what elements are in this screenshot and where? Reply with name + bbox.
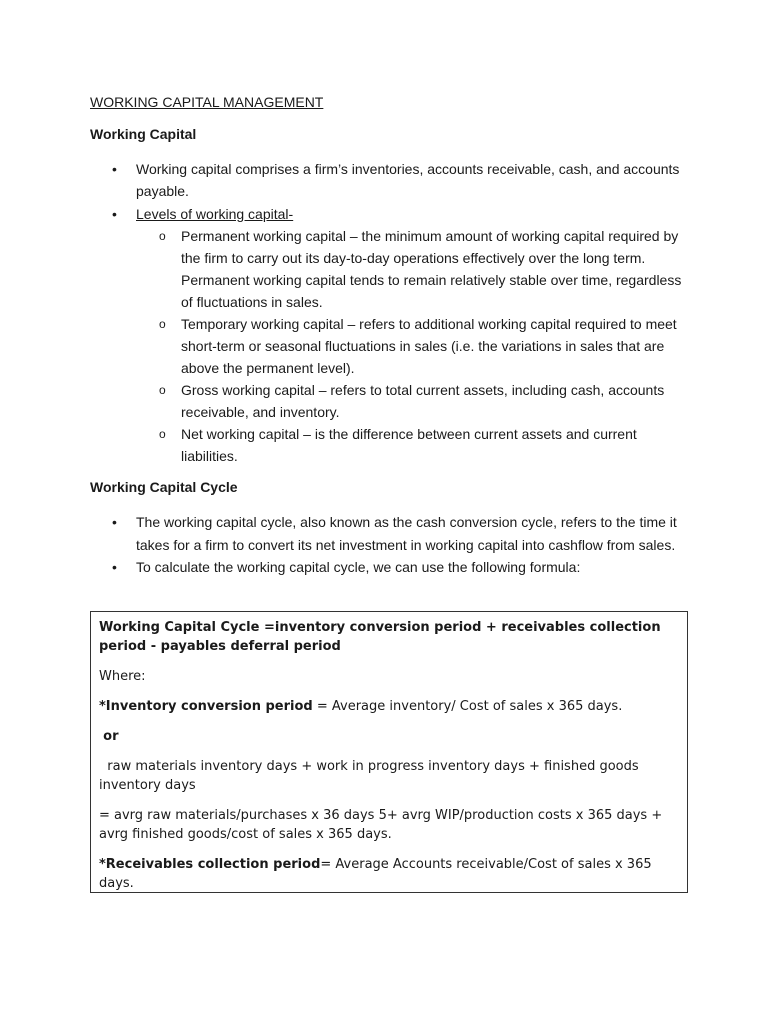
formula-rcp <box>99 855 679 893</box>
formula-where: Where: <box>99 669 146 684</box>
icp-label: *Inventory conversion period <box>99 699 313 714</box>
level-net: o Net working capital – is the difference between current assets and current liabilities. <box>136 423 690 467</box>
formula-alt1: raw materials inventory days + work in progress inventory days + finished goods inventory days <box>99 759 639 793</box>
heading-working-capital-cycle: Working Capital Cycle <box>90 479 238 496</box>
document-page <box>90 92 690 578</box>
rcp-label: *Receivables collection period <box>99 857 321 872</box>
formula-icp <box>99 697 679 716</box>
formula-box <box>90 611 688 893</box>
bullet-cycle-formula-intro: • To calculate the working capital cycle, we can use the following formula: <box>90 556 690 578</box>
bullet-definition: • Working capital comprises a firm’s inventories, accounts receivable, cash, and accounts payable. <box>90 158 690 203</box>
bullet-cycle-definition: • The working capital cycle, also known as the cash conversion cycle, refers to the time it takes for a firm to convert its net investment in working capital into cashflow from sales. <box>90 511 690 556</box>
levels-list <box>136 225 690 467</box>
level-temporary: o Temporary working capital – refers to additional working capital required to meet short-term or seasonal fluctuations in sales (i.e. the variations in sales that are above the permanent level). <box>136 313 690 379</box>
bullet-levels <box>90 203 690 467</box>
working-capital-bullets <box>90 158 690 467</box>
level-gross: o Gross working capital – refers to total current assets, including cash, accounts receivable, and inventory. <box>136 379 690 423</box>
heading-working-capital: Working Capital <box>90 126 197 142</box>
cycle-bullets <box>90 511 690 578</box>
formula-main: Working Capital Cycle =inventory conversion period + receivables collection period - payables deferral period <box>99 620 661 654</box>
level-permanent: o Permanent working capital – the minimum amount of working capital required by the firm to carry out its day-to-day operations effectively over the long term. Permanent working capital tends to remain relatively stable over time, regardless of fluctuations in sales. <box>136 225 690 313</box>
icp-text: = Average inventory/ Cost of sales x 365 days. <box>312 699 623 714</box>
rcp-text: = Average Accounts receivable/Cost of sales x 365 days. <box>99 857 652 891</box>
levels-label: Levels of working capital- <box>136 205 294 222</box>
formula-alt2: = avrg raw materials/purchases x 36 days 5+ avrg WIP/production costs x 365 days + avrg finished goods/cost of sales x 365 days. <box>99 808 663 842</box>
document-title: WORKING CAPITAL MANAGEMENT <box>90 94 324 110</box>
formula-or: or <box>103 729 119 744</box>
